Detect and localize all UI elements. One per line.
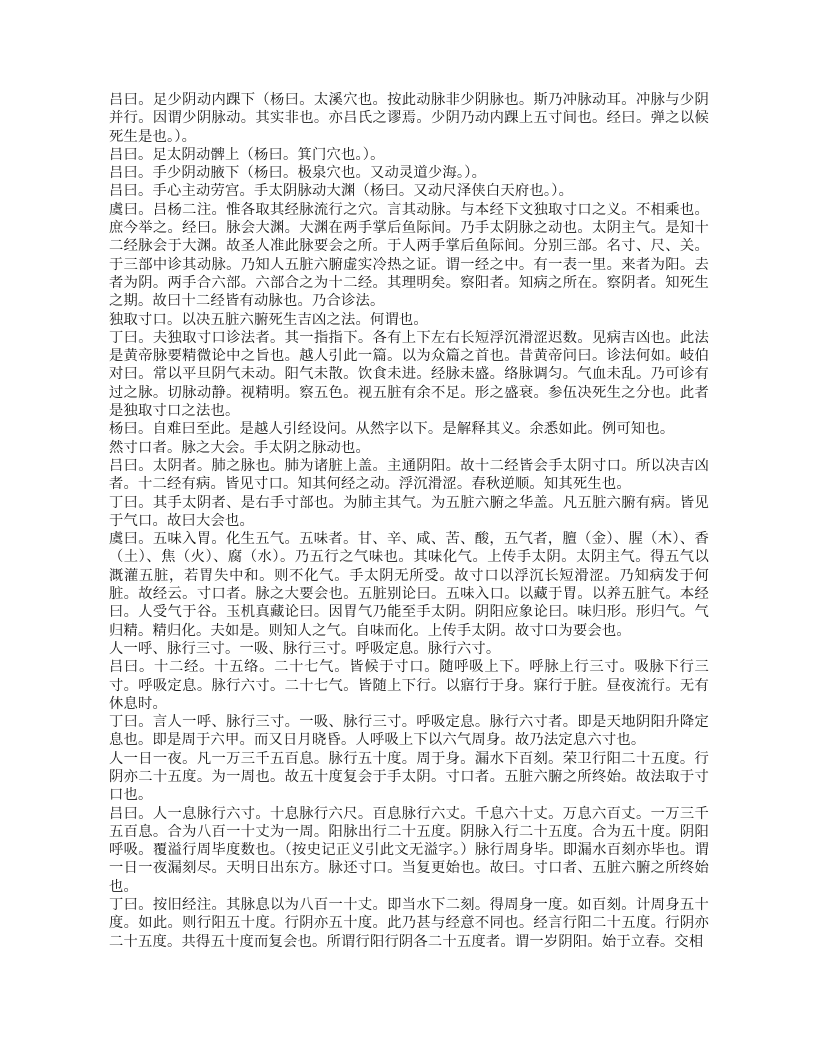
paragraph: 人一日一夜。凡一万三千五百息。脉行五十度。周于身。漏水下百刻。荣卫行阳二十五度。行阴亦二十五度。为一周也。故五十度复会于手太阴。寸口者。五脏六腑之所终始。故法取于寸口也。: [109, 750, 709, 804]
paragraph: 吕曰。手少阴动腋下（杨曰。极泉穴也。又动灵道少海。）。: [109, 165, 487, 182]
paragraph: 独取寸口。以决五脏六腑死生吉凶之法。何谓也。: [109, 311, 428, 328]
paragraph: 吕曰。足太阴动髀上（杨曰。箕门穴也。）。: [109, 146, 385, 163]
paragraph: 丁曰。按旧经注。其脉息以为八百一十丈。即当水下二刻。得周身一度。如百刻。计周身五十度。如此。则行阳五十度。行阴亦五十度。此乃甚与经意不同也。经言行阳二十五度。行阴亦二十五度。共得五十度而复会也。所谓行阳行阴各二十五度者。谓一岁阴阳。始于立春。交相: [109, 897, 709, 950]
paragraph: 丁曰。其手太阴者、是右手寸部也。为肺主其气。为五脏六腑之华盖。凡五脏六腑有病。皆见于气口。故曰大会也。: [109, 494, 709, 529]
paragraph: 人一呼、脉行三寸。一吸、脉行三寸。呼吸定息。脉行六寸。: [109, 640, 501, 657]
paragraph: 吕曰。太阴者。肺之脉也。肺为诸脏上盖。主通阴阳。故十二经皆会手太阴寸口。所以决吉凶者。十二经有病。皆见寸口。知其何经之动。浮沉滑涩。春秋逆顺。知其死生也。: [109, 457, 709, 493]
paragraph: 丁曰。夫独取寸口诊法者。其一指指下。各有上下左右长短浮沉滑涩迟数。见病吉凶也。此法是黄帝脉要精微论中之旨也。越人引此一篇。以为众篇之首也。昔黄帝问曰。诊法何如。岐伯对曰。常以平旦阴气未动。阳气未散。饮食未进。经脉未盛。络脉调匀。气血未乱。乃可诊有过之脉。切脉动静。视精明。察五色。视五脏有余不足。形之盛衰。参伍决死生之分也。此者是独取寸口之法也。: [109, 329, 709, 420]
paragraph: 丁曰。言人一呼、脉行三寸。一吸、脉行三寸。呼吸定息。脉行六寸者。即是天地阴阳升降定息也。即是周于六甲。而又日月晓昏。人呼吸上下以六气周身。故乃法定息六寸也。: [109, 714, 709, 749]
paragraph: 杨曰。自难曰至此。是越人引经设问。从然字以下。是解释其义。余悉如此。例可知也。: [109, 421, 675, 438]
paragraph: 然寸口者。脉之大会。手太阴之脉动也。: [109, 439, 370, 456]
paragraph: 虞曰。吕杨二注。惟各取其经脉流行之穴。言其动脉。与本经下文独取寸口之义。不相乘也。庶今举之。经曰。脉会大渊。大渊在两手掌后鱼际间。乃手太阴脉之动也。太阴主气。是知十二经脉会于大渊。故圣人准此脉要会之所。于人两手掌后鱼际间。分别三部。名寸、尺、关。于三部中诊其动脉。乃知人五脏六腑虚实冷热之证。谓一经之中。有一表一里。来者为阳。去者为阴。两手合六部。六部合之为十二经。其理明矣。察阳者。知病之所在。察阴者。知死生之期。故曰十二经皆有动脉也。乃合诊法。: [109, 201, 709, 310]
paragraph: 吕曰。手心主动劳宫。手太阴脉动大渊（杨曰。又动尺泽侠白天府也。）。: [109, 183, 574, 200]
paragraph: 虞曰。五味入胃。化生五气。五味者。甘、辛、咸、苦、酸，五气者，膻（金）、腥（木）、香（土）、焦（火）、腐（水）。乃五行之气味也。其味化气。上传手太阴。太阴主气。得五气以溉灌五脏，若胃失中和。则不化气。手太阴无所受。故寸口以浮沉长短滑涩。乃知病发于何脏。故经云。寸口者。脉之大要会也。五脏别论曰。五味入口。以藏于胃。以养五脏气。本经曰。人受气于谷。玉机真藏论曰。因胃气乃能至手太阴。阴阳应象论曰。味归形。形归气。气归精。精归化。夫如是。则知人之气。自味而化。上传手太阴。故寸口为要会也。: [109, 531, 709, 639]
paragraph: 吕曰。足少阴动内踝下（杨曰。太溪穴也。按此动脉非少阴脉也。斯乃冲脉动耳。冲脉与少阴并行。因谓少阴脉动。其实非也。亦吕氏之谬焉。少阴乃动内踝上五寸间也。经曰。弹之以候死生是也。）。: [109, 92, 709, 145]
paragraph: 吕曰。十二经。十五络。二十七气。皆候于寸口。随呼吸上下。呼脉上行三寸。吸脉下行三寸。呼吸定息。脉行六寸。二十七气。皆随上下行。以寤行于身。寐行于脏。昼夜流行。无有休息时。: [109, 659, 709, 712]
paragraph: 吕曰。人一息脉行六寸。十息脉行六尺。百息脉行六丈。千息六十丈。万息六百丈。一万三千五百息。合为八百一十丈为一周。阳脉出行二十五度。阴脉入行二十五度。合为五十度。阴阳呼吸。覆溢行周毕度数也。（按史记正义引此文无溢字。）脉行周身毕。即漏水百刻亦毕也。谓一日一夜漏刻尽。天明日出东方。脉还寸口。当复更始也。故曰。寸口者、五脏六腑之所终始也。: [109, 805, 709, 895]
